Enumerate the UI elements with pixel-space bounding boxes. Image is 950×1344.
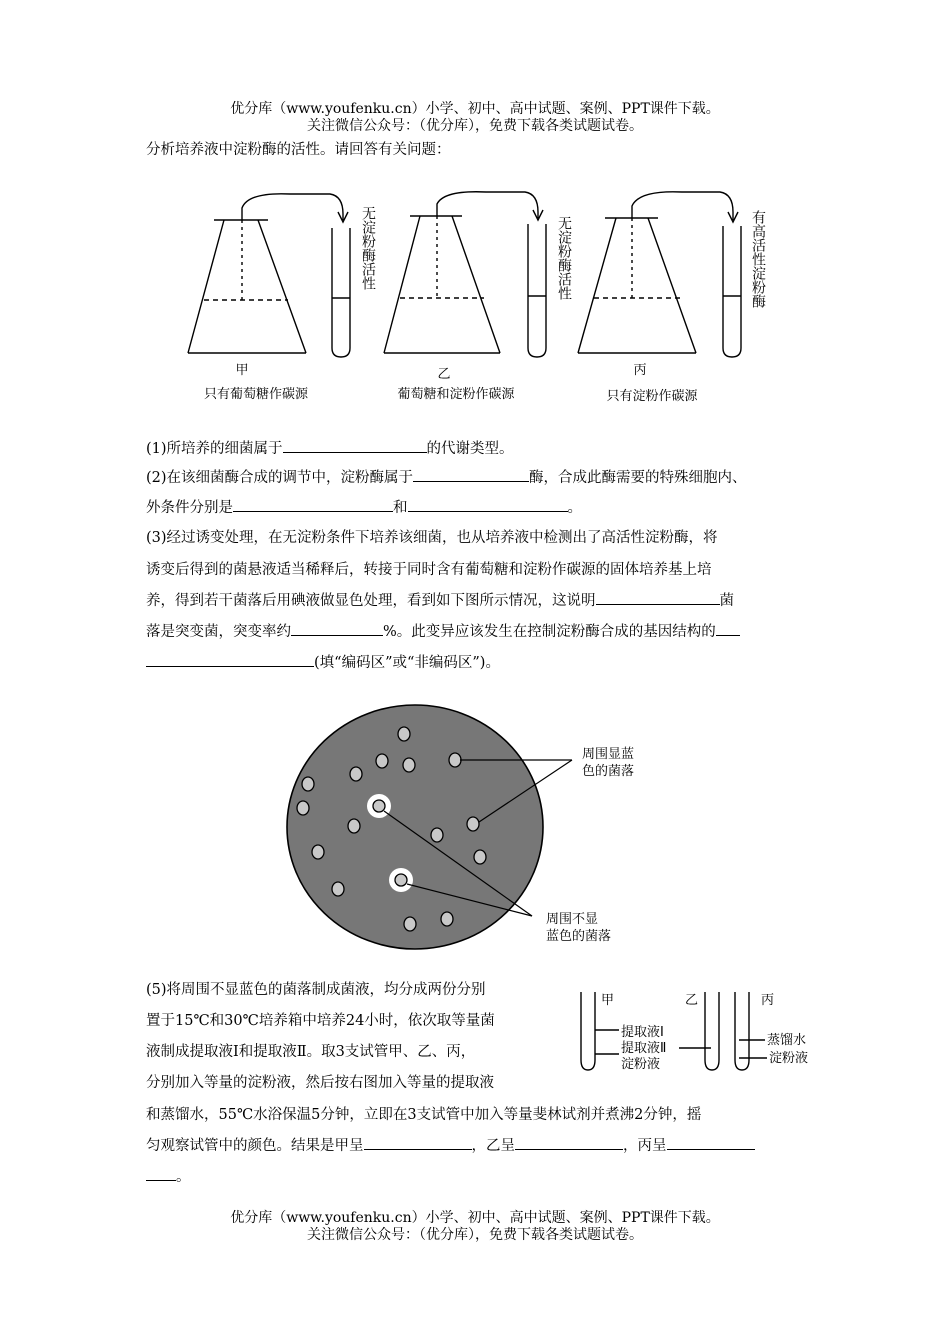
petri-dish bbox=[287, 705, 543, 949]
question-5-line-5: 和蒸馏水，55℃水浴保温5分钟，立即在3支试管中加入等量斐林试剂并煮沸2分钟，摇 bbox=[146, 1107, 702, 1123]
label-starch-jia: 淀粉液 bbox=[621, 1057, 661, 1072]
flask-yi bbox=[384, 192, 546, 357]
flask-caption-yi: 葡萄糖和淀粉作碳源 bbox=[397, 387, 515, 402]
answer-blank-1[interactable] bbox=[283, 435, 427, 453]
header-line-2: 关注微信公众号：（优分库），免费下载各类试题试卷。 bbox=[307, 118, 643, 134]
question-5-line-1: (5)将周围不显蓝色的菌落制成菌液，均分成两份分别 bbox=[146, 982, 486, 998]
flask-name-yi: 乙 bbox=[437, 367, 451, 382]
label-extract-2: 提取液Ⅱ bbox=[621, 1041, 667, 1056]
label-starch-bing: 淀粉液 bbox=[769, 1051, 809, 1066]
tube-jia bbox=[581, 992, 595, 1070]
question-5-line-7: 。 bbox=[146, 1162, 191, 1192]
question-3-line-4: 落是突变菌，突变率约 %。此变异应该发生在控制淀粉酶合成的基因结构的 bbox=[146, 617, 740, 647]
flask-name-jia: 甲 bbox=[235, 363, 249, 378]
answer-blank-3[interactable] bbox=[233, 494, 393, 512]
label-water: 蒸馏水 bbox=[767, 1033, 807, 1048]
flask-jia bbox=[188, 194, 350, 357]
footer-line-2: 关注微信公众号：（优分库），免费下载各类试题试卷。 bbox=[307, 1227, 643, 1243]
answer-blank-4[interactable] bbox=[408, 494, 568, 512]
flask-caption-bing: 只有淀粉作碳源 bbox=[606, 389, 698, 404]
answer-blank-6[interactable] bbox=[291, 618, 383, 636]
tube-name-yi: 乙 bbox=[685, 993, 699, 1008]
question-5-line-3: 液制成提取液Ⅰ和提取液Ⅱ。取3支试管甲、乙、丙， bbox=[146, 1044, 476, 1060]
result-label-yi: 无淀粉酶活性 bbox=[556, 216, 572, 300]
question-5-line-2: 置于15℃和30℃培养箱中培养24小时，依次取等量菌 bbox=[146, 1013, 495, 1029]
question-3-line-3: 养，得到若干菌落后用碘液做显色处理，看到如下图所示情况，这说明 菌 bbox=[146, 586, 734, 616]
petri-dish-figure bbox=[270, 695, 690, 960]
tube-name-bing: 丙 bbox=[761, 993, 775, 1008]
answer-blank-jia[interactable] bbox=[364, 1132, 472, 1150]
question-3-line-1: (3)经过诱变处理，在无淀粉条件下培养该细菌，也从培养液中检测出了高活性淀粉酶，将 bbox=[146, 530, 718, 546]
answer-blank-yi[interactable] bbox=[515, 1132, 623, 1150]
question-5-line-4: 分别加入等量的淀粉液，然后按右图加入等量的提取液 bbox=[146, 1075, 494, 1091]
flask-bing bbox=[578, 192, 741, 357]
flask-caption-jia: 只有葡萄糖作碳源 bbox=[203, 387, 309, 402]
question-1: (1)所培养的细菌属于 的代谢类型。 bbox=[146, 434, 514, 464]
tube-yi bbox=[705, 992, 719, 1070]
label-blue-1: 周围显蓝 bbox=[582, 747, 635, 762]
answer-blank-bing-a[interactable] bbox=[667, 1132, 755, 1150]
flask-culture-figure bbox=[180, 180, 800, 410]
question-2-line-1: (2)在该细菌酶合成的调节中，淀粉酶属于 酶，合成此酶需要的特殊细胞内、 bbox=[146, 463, 747, 493]
question-3-line-2: 诱变后得到的菌悬液适当稀释后，转接于同时含有葡萄糖和淀粉作碳源的固体培养基上培 bbox=[146, 562, 712, 578]
result-label-bing: 有高活性淀粉酶 bbox=[750, 210, 766, 308]
label-blue-2: 色的菌落 bbox=[582, 764, 635, 779]
test-tube-figure bbox=[575, 988, 825, 1078]
result-label-jia: 无淀粉酶活性 bbox=[360, 206, 376, 290]
tube-name-jia: 甲 bbox=[601, 993, 615, 1008]
flask-name-bing: 丙 bbox=[633, 363, 647, 378]
answer-blank-5[interactable] bbox=[596, 587, 720, 605]
answer-blank-7b[interactable] bbox=[146, 649, 314, 667]
label-extract-1: 提取液Ⅰ bbox=[621, 1025, 664, 1040]
question-3-line-5: (填“编码区”或“非编码区”)。 bbox=[146, 648, 500, 678]
question-5-line-6: 匀观察试管中的颜色。结果是甲呈 ，乙呈 ，丙呈 bbox=[146, 1131, 755, 1161]
answer-blank-bing-b[interactable] bbox=[146, 1163, 176, 1181]
header-line-1: 优分库（www.youfenku.cn）小学、初中、高中试题、案例、PPT课件下载。 bbox=[230, 101, 720, 117]
footer-line-1: 优分库（www.youfenku.cn）小学、初中、高中试题、案例、PPT课件下载。 bbox=[230, 1210, 720, 1226]
label-clear-1: 周围不显 bbox=[546, 912, 599, 927]
intro-text: 分析培养液中淀粉酶的活性。请回答有关问题： bbox=[146, 142, 451, 158]
answer-blank-7a[interactable] bbox=[716, 618, 740, 636]
label-clear-2: 蓝色的菌落 bbox=[546, 929, 612, 944]
answer-blank-2[interactable] bbox=[413, 464, 529, 482]
question-2-line-2: 外条件分别是 和 。 bbox=[146, 493, 582, 523]
